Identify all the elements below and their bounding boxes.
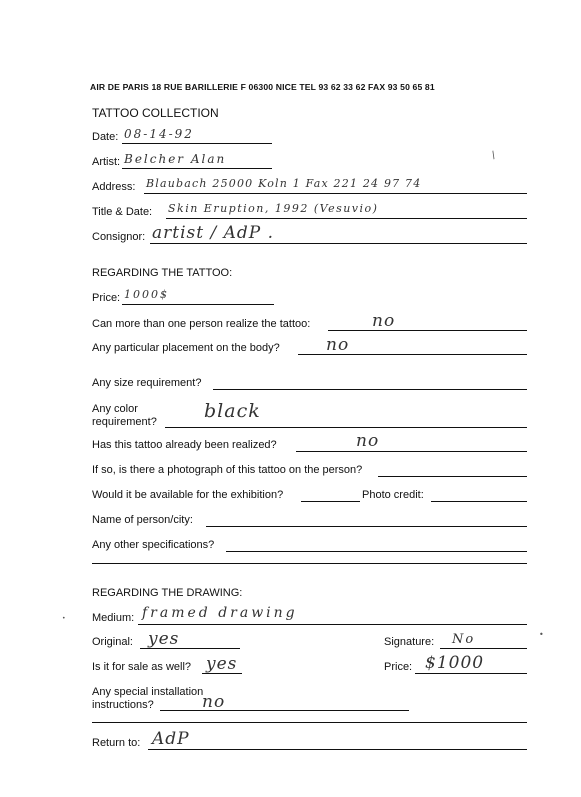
size-line	[213, 389, 527, 390]
photo-label: If so, is there a photograph of this tattoo on the person?	[92, 464, 363, 476]
for-sale-line	[202, 673, 242, 674]
more-than-one-label: Can more than one person realize the tattoo:	[92, 318, 311, 330]
artist-line	[122, 168, 272, 169]
title-date-label: Title & Date:	[92, 206, 153, 218]
margin-speck: •	[62, 615, 66, 622]
color-value: black	[204, 400, 261, 422]
placement-value: no	[326, 335, 350, 355]
other-specs-label: Any other specifications?	[92, 539, 215, 551]
exhibition-label: Would it be available for the exhibition?	[92, 489, 284, 501]
letterhead-address: AIR DE PARIS 18 RUE BARILLERIE F 06300 NICE TEL 93 62 33 62 FAX 93 50 65 81	[90, 82, 435, 92]
drawing-price-line	[415, 673, 527, 674]
for-sale-value: yes	[206, 654, 238, 674]
artist-value: Belcher Alan	[124, 152, 227, 166]
title-date-value: Skin Eruption, 1992 (Vesuvio)	[168, 202, 379, 215]
medium-label: Medium:	[92, 612, 135, 624]
artist-label: Artist:	[92, 156, 121, 168]
more-than-one-line	[328, 330, 527, 331]
consignor-line	[150, 243, 527, 244]
photo-line	[378, 476, 527, 477]
other-specs-line	[226, 551, 527, 552]
for-sale-label: Is it for sale as well?	[92, 661, 192, 673]
consignor-label: Consignor:	[92, 231, 146, 243]
photo-credit-line	[431, 501, 527, 502]
exhibition-line	[301, 501, 360, 502]
signature-value: No	[452, 632, 476, 647]
other-specs-extra-line	[92, 563, 527, 564]
size-label: Any size requirement?	[92, 377, 202, 389]
address-line	[144, 193, 527, 194]
date-label: Date:	[92, 131, 119, 143]
return-to-value: AdP	[152, 729, 190, 749]
color-label-line2: requirement?	[92, 416, 157, 428]
consignor-value: artist / AdP .	[152, 223, 275, 243]
photo-credit-label: Photo credit:	[362, 489, 424, 501]
signature-line	[440, 648, 527, 649]
realized-label: Has this tattoo already been realized?	[92, 439, 277, 451]
date-value: 08-14-92	[124, 127, 194, 141]
tattoo-price-value: 1000$	[124, 288, 169, 301]
tattoo-price-label: Price:	[92, 292, 121, 304]
title-date-line	[166, 218, 527, 219]
address-label: Address:	[92, 181, 136, 193]
placement-label: Any particular placement on the body?	[92, 342, 280, 354]
more-than-one-value: no	[372, 311, 396, 331]
person-city-label: Name of person/city:	[92, 514, 193, 526]
placement-line	[298, 354, 527, 355]
installation-extra-line	[92, 722, 527, 723]
color-label-line1: Any color	[92, 403, 138, 415]
installation-value: no	[202, 692, 226, 712]
date-line	[122, 143, 272, 144]
color-line	[165, 427, 527, 428]
drawing-section-heading: REGARDING THE DRAWING:	[92, 587, 243, 599]
drawing-price-label: Price:	[384, 661, 413, 673]
tattoo-price-line	[122, 304, 274, 305]
drawing-price-value: $1000	[425, 653, 485, 673]
tattoo-section-heading: REGARDING THE TATTOO:	[92, 267, 233, 279]
installation-label-line2: instructions?	[92, 699, 154, 711]
collection-title: TATTOO COLLECTION	[92, 106, 219, 120]
signature-label: Signature:	[384, 636, 435, 648]
stray-pen-mark: /	[489, 149, 498, 162]
realized-line	[296, 451, 527, 452]
original-line	[140, 648, 240, 649]
original-value: yes	[148, 629, 180, 649]
return-to-line	[148, 749, 527, 750]
person-city-line	[206, 526, 527, 527]
medium-line	[138, 624, 527, 625]
realized-value: no	[356, 431, 380, 451]
installation-line	[160, 710, 409, 711]
medium-value: framed drawing	[142, 605, 298, 621]
installation-label-line1: Any special installation	[92, 686, 204, 698]
original-label: Original:	[92, 636, 133, 648]
return-to-label: Return to:	[92, 737, 141, 749]
stray-dot-mark: •	[539, 630, 544, 639]
address-value: Blaubach 25000 Koln 1 Fax 221 24 97 74	[146, 177, 422, 190]
